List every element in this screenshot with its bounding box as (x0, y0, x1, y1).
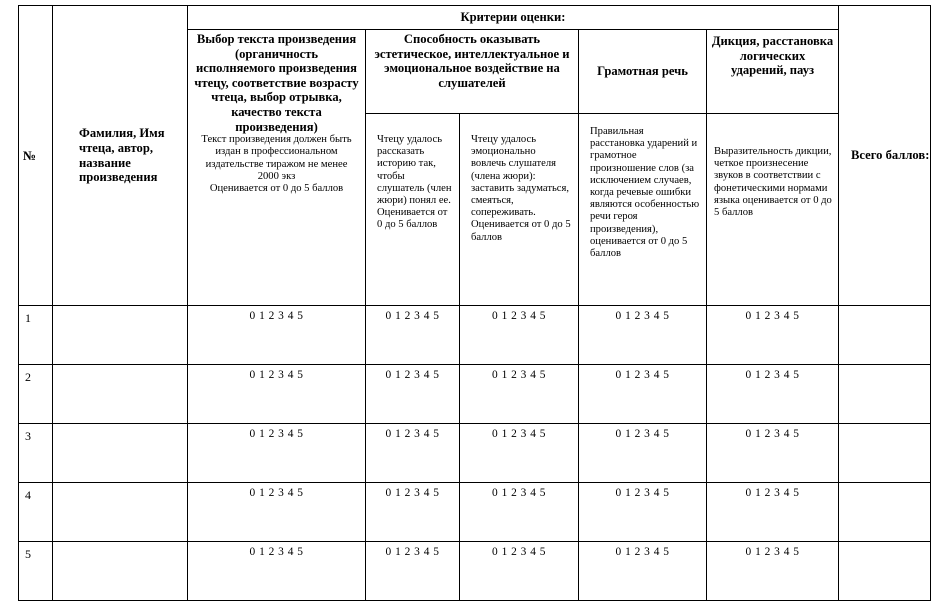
criterion-text-choice-title: Выбор текста произведения (органичность исполняемого произведения чтецу, соответствие возрасту чтеца, выбор отрывка, качество текста произведения) (194, 32, 359, 134)
table-row (19, 424, 931, 483)
score-scale: 0 1 2 3 4 5 (460, 424, 579, 483)
total-cell (839, 424, 931, 483)
score-scale: 0 1 2 3 4 5 (579, 483, 707, 542)
total-cell (839, 365, 931, 424)
criterion-impact-understanding: Чтецу удалось рассказать историю так, чтобы слушатель (член жюри) понял ее. Оценивается от 0 до 5 баллов (366, 114, 460, 306)
criteria-title: Критерии оценки: (188, 6, 839, 30)
total-cell (839, 542, 931, 601)
number-column-header: № (19, 6, 53, 306)
score-scale: 0 1 2 3 4 5 (366, 542, 460, 601)
criterion-impact-emotion: Чтецу удалось эмоционально вовлечь слушателя (члена жюри): заставить задуматься, смеяться, сопереживать. Оценивается от 0 до 5 баллов (460, 114, 579, 306)
score-scale: 0 1 2 3 4 5 (579, 306, 707, 365)
total-cell (839, 483, 931, 542)
name-column-header: Фамилия, Имя чтеца, автор, название произведения (53, 6, 188, 306)
criterion-literacy-title: Грамотная речь (579, 30, 707, 114)
criterion-text-choice-note: Текст произведения должен быть издан в профессиональном издательстве тиражом не менее 2000 экз (201, 134, 352, 182)
score-scale: 0 1 2 3 4 5 (460, 542, 579, 601)
score-scale: 0 1 2 3 4 5 (188, 483, 366, 542)
criterion-literacy-description: Правильная расстановка ударений и грамотное произношение слов (за исключением случаев, когда речевые ошибки являются особенностью речи героя произведения), оценивается от 0 до 5 баллов (579, 114, 707, 306)
row-number: 5 (19, 542, 53, 601)
table-row (19, 483, 931, 542)
score-scale: 0 1 2 3 4 5 (366, 306, 460, 365)
score-scale: 0 1 2 3 4 5 (366, 483, 460, 542)
total-cell (839, 306, 931, 365)
row-number: 3 (19, 424, 53, 483)
criterion-diction-description: Выразительность дикции, четкое произнесение звуков в соответствии с фонетическими нормами языка оценивается от 0 до 5 баллов (707, 114, 839, 306)
criterion-diction-title: Дикция, расстановка логических ударений, пауз (707, 30, 839, 114)
row-number: 4 (19, 483, 53, 542)
score-scale: 0 1 2 3 4 5 (579, 365, 707, 424)
criterion-text-choice-rating: Оценивается от 0 до 5 баллов (209, 182, 344, 194)
participant-name-cell (53, 542, 188, 601)
score-scale: 0 1 2 3 4 5 (707, 424, 839, 483)
score-scale: 0 1 2 3 4 5 (707, 365, 839, 424)
score-scale: 0 1 2 3 4 5 (188, 306, 366, 365)
criterion-impact-title: Способность оказывать эстетическое, интеллектуальное и эмоциональное воздействие на слушателей (366, 30, 579, 114)
score-scale: 0 1 2 3 4 5 (188, 365, 366, 424)
criterion-text-choice (188, 30, 366, 306)
score-scale: 0 1 2 3 4 5 (707, 542, 839, 601)
row-number: 1 (19, 306, 53, 365)
table-row (19, 306, 931, 365)
row-number: 2 (19, 365, 53, 424)
score-scale: 0 1 2 3 4 5 (707, 306, 839, 365)
table-row (19, 542, 931, 601)
score-scale: 0 1 2 3 4 5 (366, 424, 460, 483)
score-scale: 0 1 2 3 4 5 (707, 483, 839, 542)
participant-name-cell (53, 424, 188, 483)
participant-name-cell (53, 483, 188, 542)
score-scale: 0 1 2 3 4 5 (579, 424, 707, 483)
score-scale: 0 1 2 3 4 5 (460, 365, 579, 424)
score-scale: 0 1 2 3 4 5 (460, 306, 579, 365)
participant-name-cell (53, 306, 188, 365)
score-scale: 0 1 2 3 4 5 (188, 424, 366, 483)
participant-name-cell (53, 365, 188, 424)
table-row (19, 365, 931, 424)
score-scale: 0 1 2 3 4 5 (460, 483, 579, 542)
score-scale: 0 1 2 3 4 5 (579, 542, 707, 601)
score-scale: 0 1 2 3 4 5 (188, 542, 366, 601)
criteria-table (18, 5, 931, 601)
score-scale: 0 1 2 3 4 5 (366, 365, 460, 424)
total-column-header: Всего баллов: (839, 6, 931, 306)
